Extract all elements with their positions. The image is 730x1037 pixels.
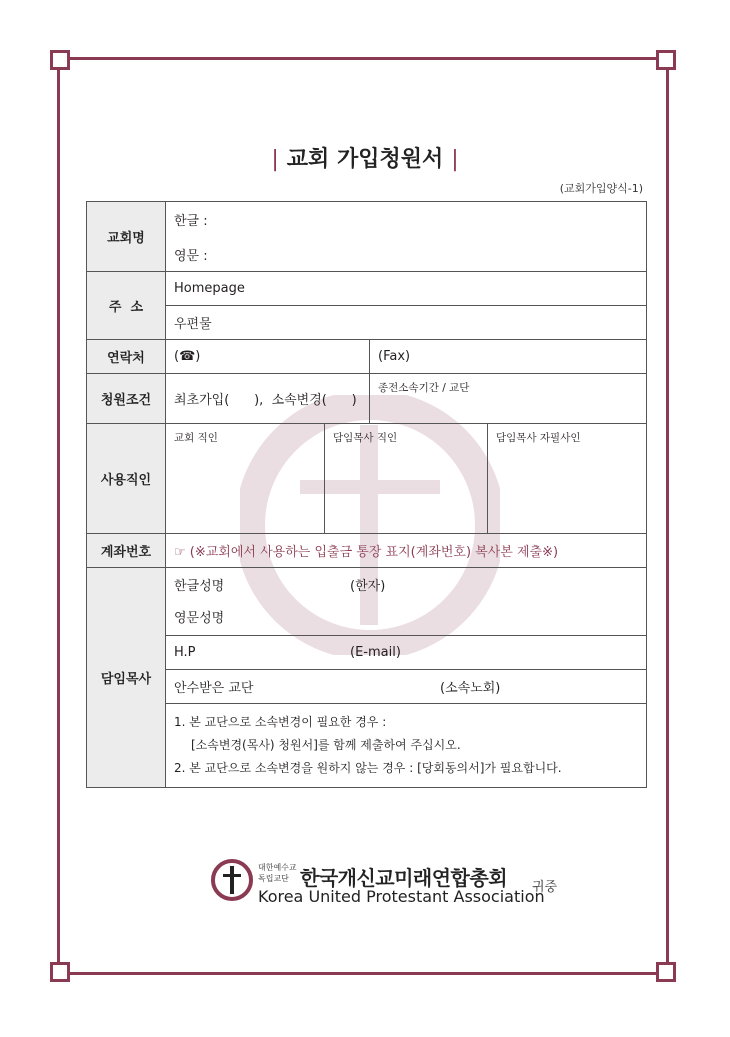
account-hint: ☞ (※교회에서 사용하는 입출금 통장 표지(계좌번호) 복사본 제출※) <box>174 545 559 560</box>
border-corner <box>50 962 70 982</box>
note-line-1: 1. 본 교단으로 소속변경이 필요한 경우 : <box>174 715 387 729</box>
hanja-field[interactable]: (한자) <box>350 579 386 594</box>
hp-field[interactable]: H.P <box>174 645 196 660</box>
email-field[interactable]: (E-mail) <box>350 645 401 660</box>
homepage-field[interactable]: Homepage <box>174 281 245 296</box>
church-name-label: 교회명 <box>87 202 166 272</box>
logo-subtitle: 대한예수교 독립교단 <box>258 863 297 883</box>
church-name-english[interactable]: 영문 : <box>174 248 208 264</box>
border-corner <box>50 50 70 70</box>
church-seal-box[interactable]: 교회 직인 <box>174 432 218 444</box>
seals-label: 사용직인 <box>87 424 166 534</box>
petition-type-field[interactable]: 최초가입( ), 소속변경( ) <box>174 393 357 408</box>
pastor-signature-box[interactable]: 담임목사 자필사인 <box>496 432 581 444</box>
title-text: 교회 가입청원서 <box>286 147 444 172</box>
pastor-label: 담임목사 <box>87 568 166 788</box>
presbytery-field[interactable]: (소속노회) <box>440 681 501 696</box>
border-corner <box>656 962 676 982</box>
korean-name-field[interactable]: 한글성명 <box>174 579 225 594</box>
previous-denomination-field[interactable]: 종전소속기간 / 교단 <box>378 382 470 394</box>
phone-field[interactable]: (☎) <box>174 349 201 364</box>
pastor-seal-box[interactable]: 담임목사 직인 <box>333 432 398 444</box>
church-name-korean[interactable]: 한글 : <box>174 214 208 230</box>
border-corner <box>656 50 676 70</box>
fax-field[interactable]: (Fax) <box>378 349 411 364</box>
note-line-3: 2. 본 교단으로 소속변경을 원하지 않는 경우 : [당회동의서]가 필요합니다. <box>174 761 562 775</box>
recipient-label: 귀중 <box>532 880 558 895</box>
note-line-2: [소속변경(목사) 청원서]를 함께 제출하여 주십시오. <box>191 738 461 752</box>
petition-label: 청원조건 <box>87 374 166 424</box>
logo-english-name: Korea United Protestant Association <box>258 887 545 906</box>
english-name-field[interactable]: 영문성명 <box>174 610 225 626</box>
account-label: 계좌번호 <box>87 534 166 568</box>
post-address-field[interactable]: 우편물 <box>174 317 212 332</box>
address-label: 주 소 <box>87 272 166 340</box>
form-number: (교회가입양식-1) <box>559 182 643 195</box>
ordained-denomination-field[interactable]: 안수받은 교단 <box>174 681 254 696</box>
logo-korean-name: 한국개신교미래연합총회 <box>300 866 508 890</box>
contact-label: 연락처 <box>87 340 166 374</box>
application-form <box>86 201 647 788</box>
page-title: | 교회 가입청원서 | <box>271 147 459 172</box>
association-logo-icon <box>210 858 254 902</box>
